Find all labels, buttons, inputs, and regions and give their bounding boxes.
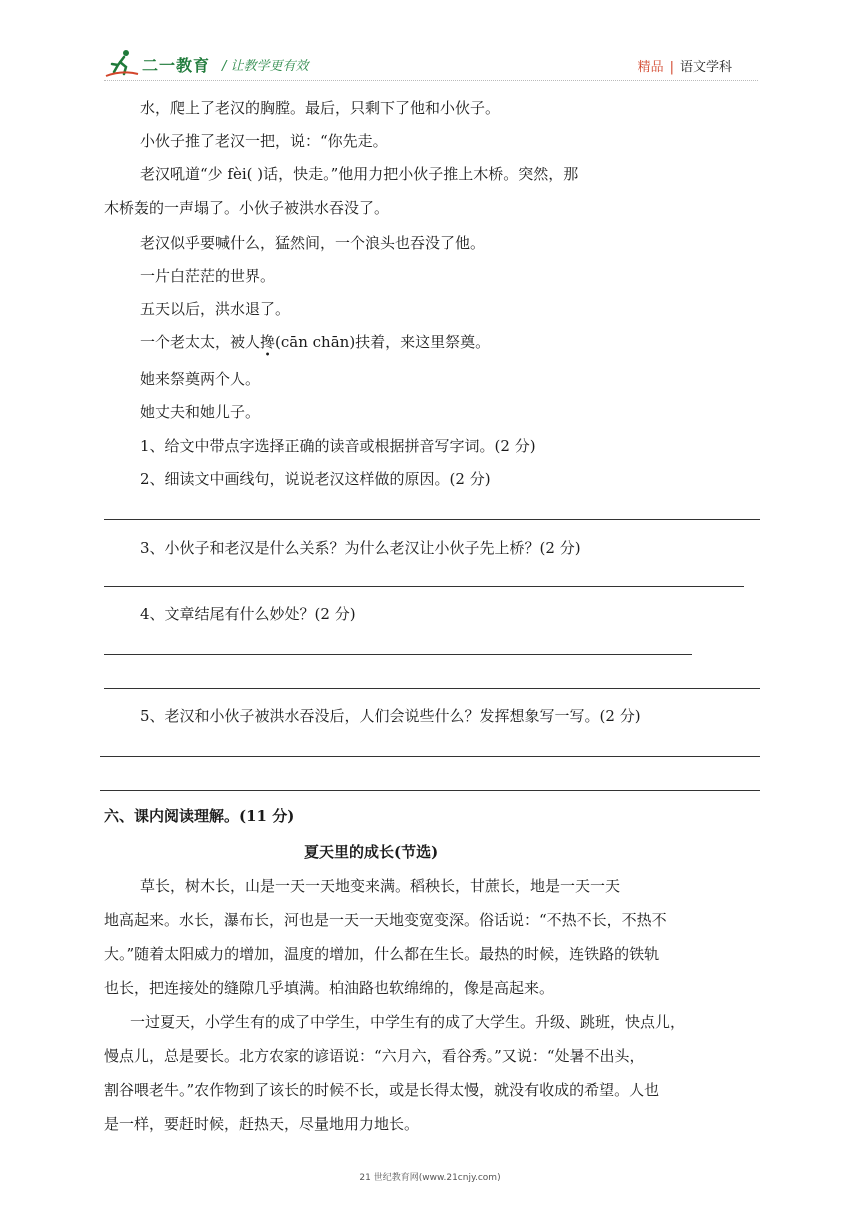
passage-line: 割谷喂老牛。”农作物到了该长的时候不长，或是长得太慢，就没有收成的希望。人也 bbox=[104, 1081, 660, 1099]
runner-logo-icon bbox=[104, 48, 140, 78]
passage-line: 草长，树木长，山是一天一天地变来满。稻秧长，甘蔗长，地是一天一天 bbox=[140, 877, 621, 895]
brand-slogan: / 让教学更有效 bbox=[222, 59, 309, 74]
question-3: 3、小伙子和老汉是什么关系？为什么老汉让小伙子先上桥？(2 分) bbox=[140, 539, 581, 557]
answer-line[interactable] bbox=[104, 519, 760, 520]
question-5: 5、老汉和小伙子被洪水吞没后，人们会说些什么？发挥想象写一写。(2 分) bbox=[140, 707, 641, 725]
header-divider bbox=[104, 80, 758, 81]
story-paragraph: 水，爬上了老汉的胸膛。最后，只剩下了他和小伙子。 bbox=[140, 99, 501, 117]
story-paragraph: 五天以后，洪水退了。 bbox=[140, 300, 291, 318]
passage-line: 慢点儿，总是要长。北方农家的谚语说：“六月六，看谷秀。”又说：“处暑不出头， bbox=[104, 1047, 645, 1065]
page-footer: 21 世纪教育网(www.21cnjy.com) bbox=[359, 1173, 501, 1183]
answer-line[interactable] bbox=[104, 688, 760, 689]
story-text: 一个老太太，被人 bbox=[140, 333, 261, 351]
answer-line[interactable] bbox=[100, 790, 760, 791]
story-paragraph bbox=[140, 332, 490, 352]
passage-title: 夏天里的成长(节选) bbox=[304, 843, 439, 861]
tag-separator: | bbox=[669, 60, 674, 75]
section-heading: 六、课内阅读理解。(11 分) bbox=[104, 807, 295, 825]
story-paragraph: 老汉似乎要喊什么，猛然间，一个浪头也吞没了他。 bbox=[140, 234, 486, 252]
question-4: 4、文章结尾有什么妙处？(2 分) bbox=[140, 605, 356, 623]
subject-tag: 语文学科 bbox=[679, 60, 732, 75]
story-paragraph: 木桥轰的一声塌了。小伙子被洪水吞没了。 bbox=[104, 199, 390, 217]
story-paragraph: 她丈夫和她儿子。 bbox=[140, 403, 261, 421]
question-2: 2、细读文中画线句，说说老汉这样做的原因。(2 分) bbox=[140, 470, 491, 488]
dotted-character: 搀 bbox=[260, 333, 276, 351]
brand-name: 二一教育 bbox=[142, 56, 211, 75]
passage-line: 地高起来。水长，瀑布长，河也是一天一天地变宽变深。俗话说：“不热不长，不热不 bbox=[104, 911, 667, 929]
page-header bbox=[0, 0, 860, 90]
answer-line[interactable] bbox=[104, 586, 744, 587]
passage-line: 也长，把连接处的缝隙几乎填满。柏油路也软绵绵的，像是高起来。 bbox=[104, 979, 555, 997]
passage-line: 是一样，要赶时候，赶热天，尽量地用力地长。 bbox=[104, 1115, 420, 1133]
passage-line: 一过夏天，小学生有的成了中学生，中学生有的成了大学生。升级、跳班，快点儿， bbox=[130, 1013, 686, 1031]
story-paragraph: 小伙子推了老汉一把，说：“你先走。 bbox=[140, 132, 388, 150]
header-tags bbox=[638, 56, 732, 75]
story-paragraph: 一片白茫茫的世界。 bbox=[140, 267, 276, 285]
story-paragraph: 她来祭奠两个人。 bbox=[140, 370, 261, 388]
quality-tag: 精品 bbox=[637, 60, 664, 75]
story-text: (cān chān)扶着，来这里祭奠。 bbox=[275, 333, 491, 351]
story-paragraph: 老汉吼道“少 fèi( )话，快走。”他用力把小伙子推上木桥。突然，那 bbox=[140, 165, 579, 183]
passage-line: 大。”随着太阳威力的增加，温度的增加，什么都在生长。最热的时候，连铁路的铁轨 bbox=[104, 945, 660, 963]
answer-line[interactable] bbox=[104, 654, 692, 655]
answer-line[interactable] bbox=[100, 756, 760, 757]
question-1: 1、给文中带点字选择正确的读音或根据拼音写字词。(2 分) bbox=[140, 437, 536, 455]
